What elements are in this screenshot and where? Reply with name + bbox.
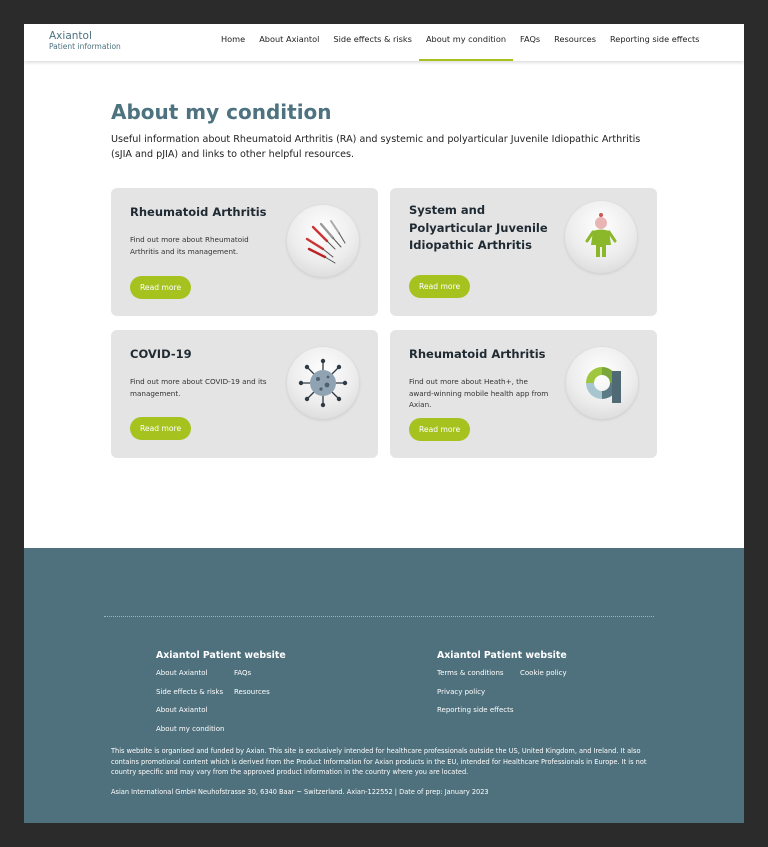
- site-header: [24, 24, 744, 61]
- nav-item-resources[interactable]: Resources: [554, 34, 596, 44]
- footer-link-about-axiantol[interactable]: About Axiantol: [156, 669, 208, 677]
- condition-card-health-app: [390, 330, 657, 458]
- footer-link-reporting-side-effects[interactable]: Reporting side effects: [437, 706, 514, 714]
- syringes-icon: [287, 205, 359, 277]
- page-frame: [24, 24, 744, 823]
- read-more-button[interactable]: Read more: [409, 418, 470, 441]
- main-nav: [214, 24, 706, 61]
- page-title: About my condition: [111, 100, 332, 124]
- read-more-button[interactable]: Read more: [409, 275, 470, 298]
- footer-disclaimer: This website is organised and funded by Axian. This site is exclusively intended for healthcare professionals outside the US, United Kingdom, and Ireland. It also contains promotional content which is derived from the Product Information for Axian products in the EU, intended for Healthcare Professionals in Europe. It is not country specific and may vary from the approved product information in the country where you are located.: [111, 747, 647, 777]
- footer-heading-site: Axiantol Patient website: [156, 650, 286, 661]
- footer-link-privacy-policy[interactable]: Privacy policy: [437, 688, 486, 696]
- brand-name: Axiantol: [49, 30, 92, 42]
- card-text: Find out more about Rheumatoid Arthritis and its management.: [130, 235, 249, 256]
- footer-link-terms[interactable]: Terms & conditions: [437, 669, 504, 677]
- page-intro: Useful information about Rheumatoid Arthritis (RA) and systemic and polyarticular Juvenile Idiopathic Arthritis (sJIA and pJIA) and links to other helpful resources.: [111, 134, 641, 160]
- card-title: Rheumatoid Arthritis: [130, 205, 267, 219]
- card-text: Find out more about COVID-19 and its management.: [130, 377, 267, 398]
- card-text: Find out more about Heath+, the award-winning mobile health app from Axian.: [409, 377, 549, 409]
- footer-link-side-effects[interactable]: Side effects & risks: [156, 688, 224, 696]
- virus-icon: [287, 347, 359, 419]
- card-title: COVID-19: [130, 347, 192, 361]
- condition-card-rheumatoid-arthritis: [111, 188, 378, 316]
- nav-item-faqs[interactable]: FAQs: [520, 34, 541, 44]
- read-more-button[interactable]: Read more: [130, 417, 191, 440]
- footer-heading-legal: Axiantol Patient website: [437, 650, 567, 661]
- footer-link-cookie-policy[interactable]: Cookie policy: [520, 669, 567, 677]
- card-title: System and Polyarticular Juvenile Idiopathic Arthritis: [409, 203, 548, 252]
- condition-card-juvenile-idiopathic-arthritis: [390, 188, 657, 316]
- nav-item-about-my-condition[interactable]: About my condition: [419, 24, 513, 61]
- health-app-logo-icon: [566, 347, 638, 419]
- footer-address: Asian International GmbH Neuhofstrasse 30, 6340 Baar ~ Switzerland. Axian-122552 | Date of prep: January 2023: [111, 788, 489, 796]
- brand-subtitle: Patient information: [49, 42, 121, 51]
- site-footer: [24, 548, 744, 823]
- nav-item-about-axiantol[interactable]: About Axiantol: [259, 34, 320, 44]
- nav-item-home[interactable]: Home: [221, 34, 246, 44]
- footer-link-about-my-condition[interactable]: About my condition: [156, 725, 225, 733]
- footer-link-faqs[interactable]: FAQs: [234, 669, 252, 677]
- nav-item-reporting-side-effects[interactable]: Reporting side effects: [609, 34, 700, 44]
- child-figure-icon: [565, 201, 637, 273]
- condition-card-covid-19: [111, 330, 378, 458]
- brand-logo[interactable]: [49, 31, 121, 51]
- read-more-button[interactable]: Read more: [130, 276, 191, 299]
- nav-item-side-effects[interactable]: Side effects & risks: [333, 34, 412, 44]
- footer-link-resources[interactable]: Resources: [234, 688, 270, 696]
- card-title: Rheumatoid Arthritis: [409, 347, 546, 361]
- footer-divider: [104, 616, 654, 618]
- footer-link-about-axiantol-2[interactable]: About Axiantol: [156, 706, 208, 714]
